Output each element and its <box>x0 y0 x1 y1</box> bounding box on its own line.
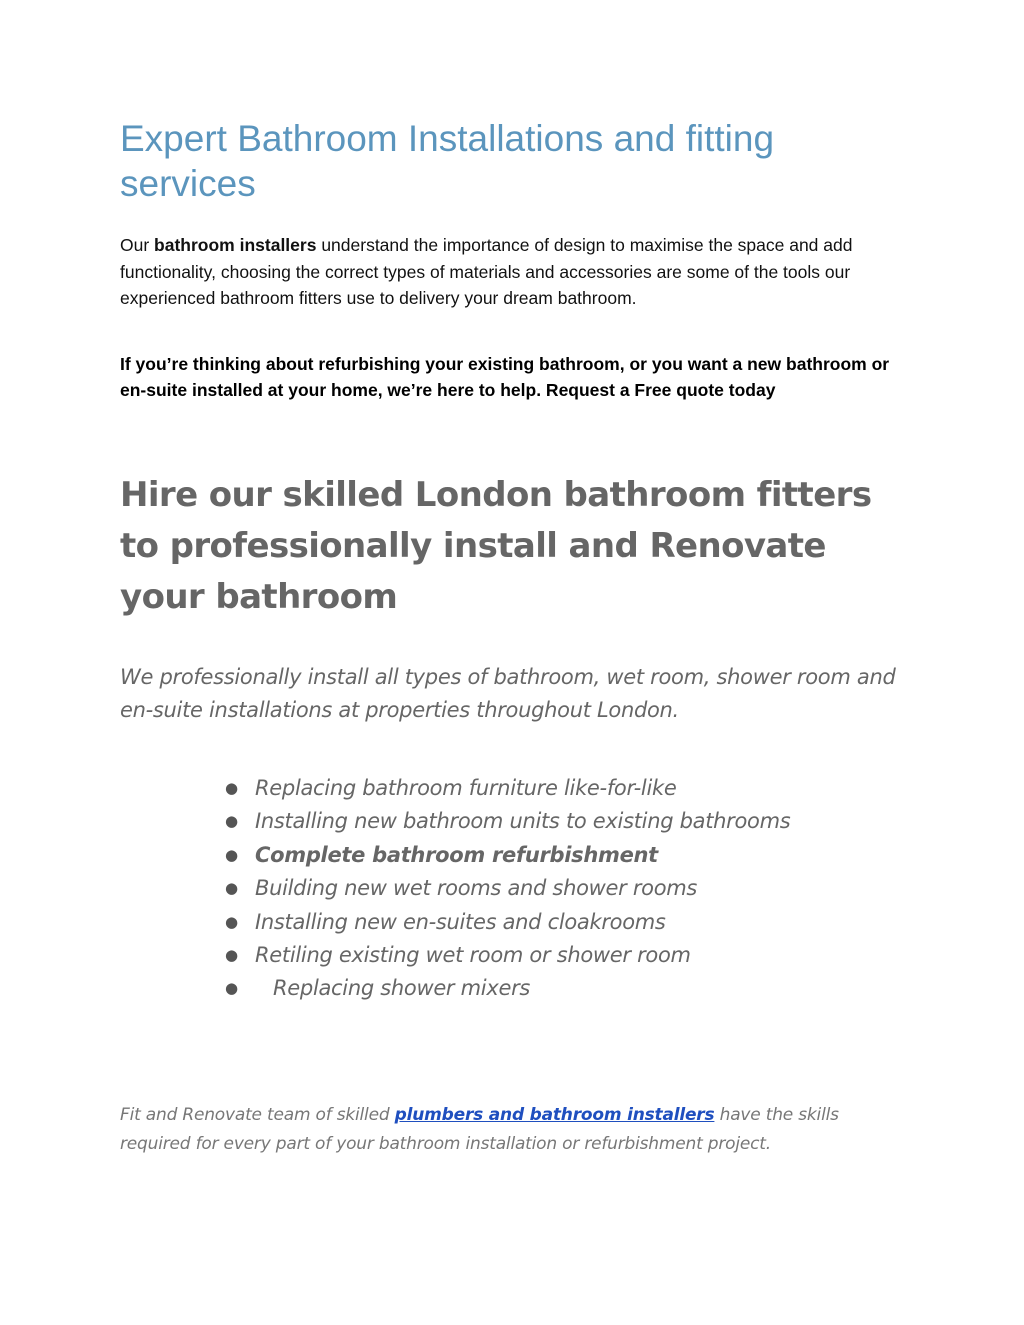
list-item-text: Building new wet rooms and shower rooms <box>255 876 698 901</box>
list-item <box>225 805 790 838</box>
lead-paragraph: We professionally install all types of bathroom, wet room, shower room and en-suite installations at properties throughout London. <box>120 665 896 722</box>
closing-paragraph <box>120 1101 910 1159</box>
list-item <box>225 906 790 939</box>
list-item <box>225 839 790 872</box>
section-heading: Hire our skilled London bathroom fitters to professionally install and Renovate your bathroom <box>120 475 872 617</box>
intro-bold-keyword: bathroom installers <box>154 235 317 255</box>
list-item-text: Replacing shower mixers <box>273 976 531 1001</box>
list-item-text: Retiling existing wet room or shower room <box>255 942 691 967</box>
list-item <box>225 972 790 1005</box>
page-title: Expert Bathroom Installations and fitting services <box>120 118 775 204</box>
bullet-icon: ● <box>225 845 238 864</box>
closing-suffix: have the skills required for every part of your bathroom installation or refurbishment project. <box>120 1105 839 1154</box>
intro-prefix: Our <box>120 235 155 255</box>
list-item-text: Complete bathroom refurbishment <box>255 842 658 867</box>
list-item <box>225 872 790 905</box>
bullet-icon: ● <box>225 812 238 831</box>
call-to-action-paragraph: If you’re thinking about refurbishing your existing bathroom, or you want a new bathroom or en-suite installed at your home, we’re here to help. Request a Free quote today <box>120 354 890 400</box>
list-item-text: Installing new en-suites and cloakrooms <box>255 909 666 934</box>
bullet-icon: ● <box>225 945 238 964</box>
list-item-text: Installing new bathroom units to existing bathrooms <box>255 809 791 834</box>
list-item <box>225 772 790 805</box>
plumbers-installers-link[interactable]: plumbers and bathroom installers <box>394 1105 715 1125</box>
list-item-text: Replacing bathroom furniture like-for-like <box>255 776 677 800</box>
bullet-icon: ● <box>225 879 238 898</box>
intro-suffix: understand the importance of design to maximise the space and add functionality, choosing the correct types of materials and accessories are some of the tools our experienced bathroom fitters use to delivery your dream bathroom. <box>120 235 853 308</box>
intro-paragraph <box>120 232 910 312</box>
bullet-icon: ● <box>225 979 238 998</box>
bullet-icon: ● <box>225 779 238 797</box>
services-list <box>225 772 790 1006</box>
closing-prefix: Fit and Renovate team of skilled <box>120 1105 395 1125</box>
bullet-icon: ● <box>225 912 238 931</box>
list-item <box>225 939 790 972</box>
